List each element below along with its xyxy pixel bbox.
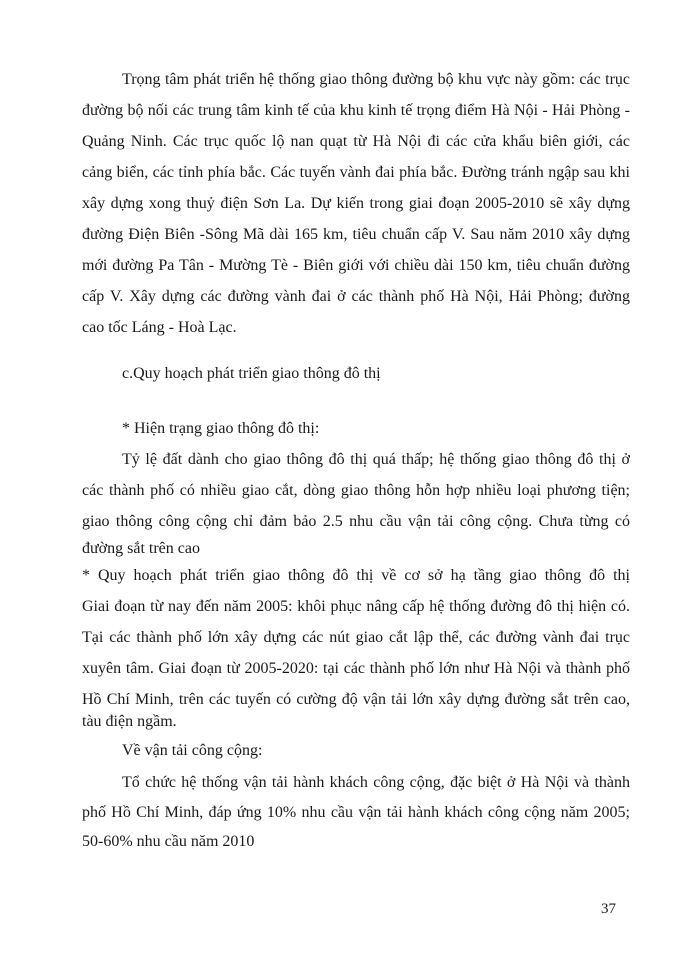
paragraph-line: Giai đoạn từ nay đến năm 2005: khôi phục nâng cấp hệ thống đường đô thị hiện có. [82,598,630,615]
subsection-heading-current-state: * Hiện trạng giao thông đô thị: [122,420,320,437]
paragraph-line: giao thông công cộng chỉ đảm bảo 2.5 nhu cầu vận tải công cộng. Chưa từng có [82,513,630,530]
paragraph-line: * Quy hoạch phát triển giao thông đô thị về cơ sở hạ tầng giao thông đô thị [82,567,630,584]
paragraph-line: Hồ Chí Minh, trên các tuyến có cường độ vận tải lớn xây dựng đường sắt trên cao, [82,691,630,708]
page-number: 37 [601,901,616,917]
paragraph-line: các thành phố có nhiều giao cắt, dòng giao thông hỗn hợp nhiều loại phương tiện; [82,482,630,499]
paragraph-line: đường Điện Biên -Sông Mã dài 165 km, tiêu chuẩn cấp V. Sau năm 2010 xây dựng [82,226,630,243]
paragraph-line: mới đường Pa Tân - Mường Tè - Biên giới với chiều dài 150 km, tiêu chuẩn đường [82,257,630,274]
paragraph-line: Tỷ lệ đất dành cho giao thông đô thị quá thấp; hệ thống giao thông đô thị ở [122,451,630,468]
paragraph-line: cấp V. Xây dựng các đường vành đai ở các thành phố Hà Nội, Hải Phòng; đường [82,288,630,305]
paragraph-line: tàu điện ngầm. [82,713,177,730]
paragraph-line: Trọng tâm phát triển hệ thống giao thông đường bộ khu vực này gồm: các trục [122,71,630,88]
paragraph-line: đường sắt trên cao [82,540,200,557]
subsection-heading-public-transport: Về vận tải công cộng: [122,742,263,759]
paragraph-line: phố Hồ Chí Minh, đáp ứng 10% nhu cầu vận tải hành khách công cộng năm 2005; [82,804,630,821]
paragraph-line: Tại các thành phố lớn xây dựng các nút giao cắt lập thể, các đường vành đai trục [82,629,630,646]
paragraph-line: cảng biển, các tỉnh phía bắc. Các tuyến vành đai phía bắc. Đường tránh ngập sau khi [82,164,630,181]
paragraph-line: cao tốc Láng - Hoà Lạc. [82,319,237,336]
paragraph-line: xây dựng xong thuỷ điện Sơn La. Dự kiến trong giai đoạn 2005-2010 sẽ xây dựng [82,195,630,212]
paragraph-line: xuyên tâm. Giai đoạn từ 2005-2020: tại các thành phố lớn như Hà Nội và thành phố [82,660,630,677]
paragraph-line: đường bộ nối các trung tâm kinh tế của khu kinh tế trọng điểm Hà Nội - Hải Phòng - [82,102,630,119]
paragraph-line: Quảng Ninh. Các trục quốc lộ nan quạt từ Hà Nội đi các cửa khẩu biên giới, các [82,133,630,150]
paragraph-line: Tổ chức hệ thống vận tải hành khách công cộng, đặc biệt ở Hà Nội và thành [122,774,630,791]
paragraph-line: 50-60% nhu cầu năm 2010 [82,833,255,850]
section-heading: c.Quy hoạch phát triển giao thông đô thị [122,365,381,382]
